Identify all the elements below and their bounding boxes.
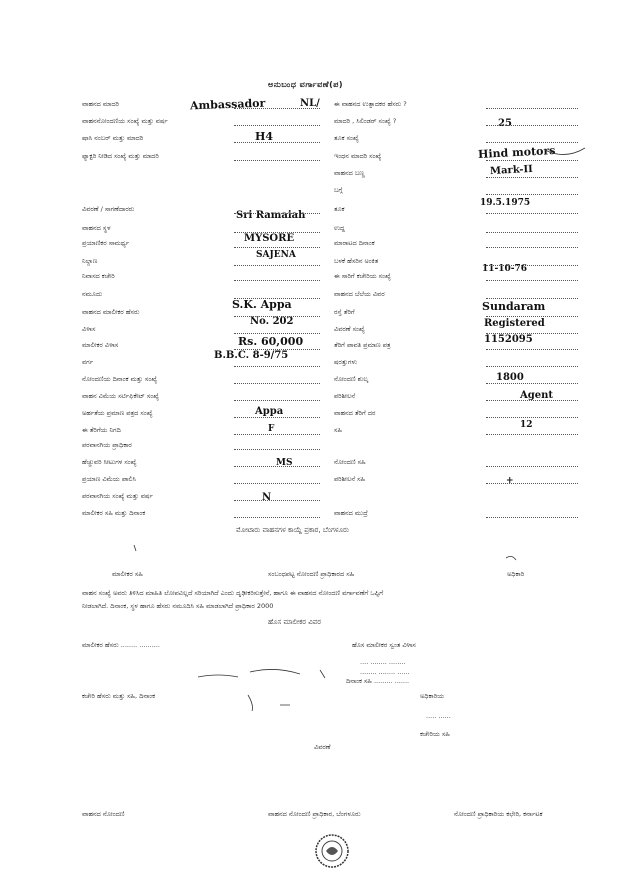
right-field-label: ನೋಂದಣಿ ಶುಲ್ಕ: [334, 375, 369, 383]
footer-left: ವಾಹನದ ನೋಂದಣಿ: [82, 810, 125, 818]
left-field-dotted-line: [234, 482, 320, 484]
right-field-label: ವಿವರಣೆ ಸಂಖ್ಯೆ: [334, 325, 365, 333]
left-field-label: ವಾಹನದ ಮಾಲೀಕರ ಹೆಸರು: [82, 308, 140, 316]
left-field-label: ನಿಲ್ದಾಣ: [82, 257, 98, 265]
hw-cert: 1152095: [484, 334, 533, 345]
right-field-dotted-line: [486, 332, 578, 334]
right-field-label: ಷರತ್ತುಗಳು: [334, 358, 358, 366]
right-field-label: ಬಳಕೆ ಹೆಸರಿನ ಅಂಕಿತ: [334, 257, 379, 265]
left-field-label: ವಿಳಾಸ: [82, 325, 96, 333]
left-field-label: ಪ್ರಯಾಣ ವಿಮೆಯ ಪಾಲಿಸಿ: [82, 475, 136, 483]
right-field-label: ಪರಿಶೀಲನೆ: [334, 392, 356, 400]
left-field-label: ವಾಹನನೋಂದಣಿಯ ಸಂಖ್ಯೆ ಮತ್ತು ವರ್ಷ: [82, 117, 168, 125]
section2-center: ವಿವರಣೆ: [314, 743, 331, 751]
left-field-label: ಪರವಾನಗಿಯ ಪ್ರಾಧಿಕಾರ: [82, 441, 132, 449]
right-field-dotted-line: [486, 465, 578, 467]
left-field-dotted-line: [234, 348, 320, 350]
right-field-dotted-line: [486, 231, 578, 233]
left-field-dotted-line: [234, 516, 320, 518]
left-field-label: ಮಾಲೀಕರ ಸಹಿ ಮತ್ತು ದಿನಾಂಕ: [82, 509, 146, 517]
authority-signature-label: ಸಂಬಂಧಪಟ್ಟ ನೋಂದಣಿ ಪ್ರಾಧಿಕಾರದ ಸಹಿ: [268, 570, 355, 578]
left-field-label: ವಾಹನದ ಮಾದರಿ: [82, 100, 119, 108]
hw-right-misc: 12: [520, 420, 533, 430]
right-field-label: ಪರಿಶೀಲನೆ ಸಹಿ: [334, 475, 366, 483]
right-field-label: ವಾಹನದ ಬೆಲೆಯ ವಿವರ: [334, 290, 385, 298]
right-field-label: ವಾಹನದ ಮುದ್ರೆ: [334, 509, 368, 517]
left-field-dotted-line: [234, 124, 320, 126]
left-field-dotted-line: [234, 465, 320, 467]
footer-right: ನೋಂದಣಿ ಪ್ರಾಧಿಕಾರಿಯ ಕಛೇರಿ, ಕರ್ನಾಟಕ: [454, 810, 543, 818]
right-field-dotted-line: [486, 279, 578, 281]
right-field-dotted-line: [486, 212, 578, 214]
hw-owner: S.K. Appa: [232, 298, 292, 311]
right-field-label: ಈ ಸಾರಿಗೆ ಕಚೇರಿಯ ಸಂಖ್ಯೆ: [334, 272, 391, 280]
right-field-label: ಮಾರಾಟದ ದಿನಾಂಕ: [334, 239, 375, 247]
hw-right-amount: 1800: [496, 372, 524, 383]
right-field-label: ಸಹಿ: [334, 426, 342, 434]
right-field-dotted-line: [486, 382, 578, 384]
hw-policy: Appa: [255, 406, 284, 417]
right-field-label: ವಾಹನದ ತೆರಿಗೆ ದರ: [334, 409, 376, 417]
hw-sig-bottom: N: [262, 492, 272, 503]
left-field-dotted-line: [234, 246, 320, 248]
right-field-dotted-line: [486, 482, 578, 484]
right-field-dotted-line: [486, 315, 578, 317]
right-field-dotted-line: [486, 433, 578, 435]
middle-caption: ಮೋಟಾರು ವಾಹನಗಳ ಕಾಯ್ದೆ ಪ್ರಕಾರ, ಬೆಂಗಳೂರು: [236, 526, 349, 534]
left-field-label: ಷಾಸಿ ನಂಬರ್ ಮತ್ತು ಮಾದರಿ: [82, 134, 144, 142]
hw-owner-right: Sundaram: [482, 300, 546, 313]
section2-right-3: ದಿನಾಂಕ ಸಹಿ ......... .......: [346, 677, 410, 685]
left-field-dotted-line: [234, 416, 320, 418]
left-field-dotted-line: [234, 365, 320, 367]
hw-h1: MS: [276, 458, 293, 468]
section2-title: ಹೊಸ ಮಾಲೀಕರ ವಿವರ: [268, 618, 321, 626]
left-field-label: ಫ್ಯಾಕ್ಟರಿ ನೀಡಿದ ಸಂಖ್ಯೆ ಮತ್ತು ಮಾದರಿ: [82, 152, 159, 160]
right-field-label: ತೆರಿಗೆ ಪಾವತಿ ಪ್ರಮಾಣ ಪತ್ರ: [334, 341, 391, 349]
hw-right-12: +: [506, 476, 514, 486]
left-field-label: ನೋಂದಣಿಯ ದಿನಾಂಕ ಮತ್ತು ಸಂಖ್ಯೆ: [82, 375, 158, 383]
left-field-label: ನಿವಾಸದ ಕಚೇರಿ: [82, 272, 115, 280]
owner-signature-label: ಮಾಲೀಕರ ಸಹಿ: [112, 570, 143, 578]
left-field-label: ಈ ತೆರಿಗೆಯ ನಿಗದಿ: [82, 426, 121, 434]
right-field-dotted-line: [486, 297, 578, 299]
hw-location: Sri Ramaiah: [236, 210, 306, 221]
right-field-dotted-line: [486, 193, 578, 195]
hw-date-right: 11-10-76: [482, 264, 528, 274]
right-field-dotted-line: [486, 264, 578, 266]
right-field-dotted-line: [486, 124, 578, 126]
right-field-dotted-line: [486, 141, 578, 143]
hw-model: Ambassador: [189, 96, 266, 113]
right-field-dotted-line: [486, 416, 578, 418]
hw-row2-right: 19.5.1975: [480, 198, 531, 208]
left-field-label: ವಾಹನ ವಿಮೆಯ ಸರ್ಟಿಫಿಕೇಟ್ ಸಂಖ್ಯೆ: [82, 392, 160, 400]
right-field-label: ರಸ್ತೆ ತೆರಿಗೆ: [334, 308, 355, 316]
section2-left-1: ಮಾಲೀಕರ ಹೆಸರು ........ ..........: [82, 641, 160, 649]
left-field-dotted-line: [234, 315, 320, 317]
section2-right-6: ಕಚೇರಿಯ ಸಹಿ: [420, 730, 450, 738]
left-field-label: ವಾಹನದ ಸ್ಥಳ: [82, 224, 111, 232]
section2-right-5: ..... ......: [426, 712, 451, 720]
officer-label: ಅಧಿಕಾರಿ: [507, 570, 525, 578]
right-field-label: ವಾಹನದ ಬಣ್ಣ: [334, 169, 365, 177]
right-field-dotted-line: [486, 516, 578, 518]
left-field-label: ಹೆಚ್ಚುವರಿ ಸೀಟುಗಳ ಸಂಖ್ಯೆ: [82, 458, 137, 466]
left-field-dotted-line: [234, 433, 320, 435]
left-field-dotted-line: [234, 231, 320, 233]
left-field-dotted-line: [234, 448, 320, 450]
right-field-dotted-line: [486, 107, 578, 109]
right-field-label: ನೋಂದಣಿ ಸಹಿ: [334, 458, 366, 466]
left-field-label: ವಿವರಣೆ / ಸಾಗಣೆದಾರರು: [82, 205, 135, 213]
right-field-label: ತೂಕ ಸಂಖ್ಯೆ: [334, 134, 359, 142]
section2-right-1: ಹೊಸ ಮಾಲೀಕರ ಸ್ವಂತ ವಿಳಾಸ: [352, 641, 416, 649]
hw-address: No. 202: [250, 316, 294, 327]
circular-office-seal-icon: [314, 833, 350, 869]
left-field-label: ಮಾಲೀಕರ ವಿಳಾಸ: [82, 341, 119, 349]
right-field-dotted-line: [486, 159, 578, 161]
right-field-dotted-line: [486, 176, 578, 178]
hw-make: Hind motors: [477, 143, 556, 162]
hw-sign-right: Registered: [484, 318, 545, 329]
hw-class: Mark-II: [489, 163, 534, 178]
right-field-label: ಉದ್ದ: [334, 224, 345, 232]
hw-amount: Rs. 60,000: [238, 335, 304, 348]
left-field-label: ಅರ್ಹತೆಯ ಪ್ರಮಾಣ ಪತ್ರದ ಸಂಖ್ಯೆ: [82, 409, 153, 417]
hw-ser: 25: [498, 118, 512, 129]
section2-right-2a: .... ........ ........: [360, 658, 406, 666]
left-field-label: ನಮೂದು: [82, 290, 103, 298]
left-field-dotted-line: [234, 297, 320, 299]
right-field-label: ಈ ವಾಹನದ ಉತ್ಪಾದಕರ ಹೆಸರು ?: [334, 100, 407, 108]
hw-chassis: H4: [255, 130, 274, 143]
right-field-label: ಮಾದರಿ , ಸಿಲಿಂಡರ್ ಸಂಖ್ಯೆ ?: [334, 117, 397, 125]
left-field-dotted-line: [234, 264, 320, 266]
right-field-dotted-line: [486, 365, 578, 367]
footer-middle: ವಾಹನದ ನೋಂದಣಿ ಪ್ರಾಧಿಕಾರ, ಬೆಂಗಳೂರು: [268, 810, 361, 818]
right-field-dotted-line: [486, 348, 578, 350]
right-field-label: ಇಂಧನ ಮಾದರಿ ಸಂಖ್ಯೆ: [334, 152, 382, 160]
left-field-dotted-line: [234, 399, 320, 401]
left-field-dotted-line: [234, 159, 320, 161]
hw-city: MYSORE: [244, 233, 295, 244]
section2-right-4: ಅಧಿಕಾರಿಯ: [420, 692, 445, 700]
hw-class2: B.B.C. 8-9/75: [214, 350, 289, 361]
right-field-label: ತೂಕ: [334, 205, 345, 213]
left-field-dotted-line: [234, 332, 320, 334]
left-field-dotted-line: [234, 141, 320, 143]
hw-right-ins: Agent: [520, 390, 554, 401]
declaration-line-2: ನೀಡಲಾಗಿದೆ. ದಿನಾಂಕ, ಸ್ಥಳ ಹಾಗೂ ಹೆಸರು ನಮೂದಿಸಿ ಸಹಿ ಮಾಡಲಾಗಿದೆ ಪ್ರಾಧಿಕಾರ 2000: [82, 602, 274, 610]
left-field-dotted-line: [234, 382, 320, 384]
left-field-dotted-line: [234, 212, 320, 214]
left-field-dotted-line: [234, 279, 320, 281]
right-field-dotted-line: [486, 399, 578, 401]
section2-left-4: ಕಚೇರಿ ಹೆಸರು ಮತ್ತು ಸಹಿ, ದಿನಾಂಕ: [82, 692, 156, 700]
right-field-label: ಬಗ್ಗೆ: [334, 186, 343, 194]
left-field-label: ಪ್ರಯಾಣಿಕರ ಸಾಮರ್ಥ್ಯ: [82, 239, 130, 247]
declaration-line-1: ವಾಹನ ಸಂಖ್ಯೆ ಅವರು ತಿಳಿಸಿದ ಮಾಹಿತಿ ಲೋಪವಿಲ್ಲದೆ ಸರಿಯಾಗಿದೆ ಎಂದು ದೃಢೀಕರಿಸುತ್ತೇನೆ, ಹಾಗೂ ಈ ವಾಹನದ ನೋಂದಣಿ ವರ್ಗಾವಣೆಗೆ ಒಪ್ಪಿಗೆ: [82, 589, 384, 597]
hw-fin: F: [268, 424, 275, 434]
left-field-dotted-line: [234, 107, 320, 109]
left-field-dotted-line: [234, 499, 320, 501]
section2-right-2b: ........ ........ ......: [360, 668, 410, 676]
hw-capacity: SAJENA: [256, 250, 296, 260]
left-field-label: ಪರವಾನಗಿಯ ಸಂಖ್ಯೆ ಮತ್ತು ವರ್ಷ: [82, 492, 153, 500]
hw-year: NL/: [300, 98, 320, 109]
right-field-dotted-line: [486, 246, 578, 248]
left-field-label: ವರ್ಗ: [82, 358, 94, 366]
document-title: ಅನುಬಂಧ ವರ್ಗಾವಣೆ(ಪ): [268, 80, 344, 89]
